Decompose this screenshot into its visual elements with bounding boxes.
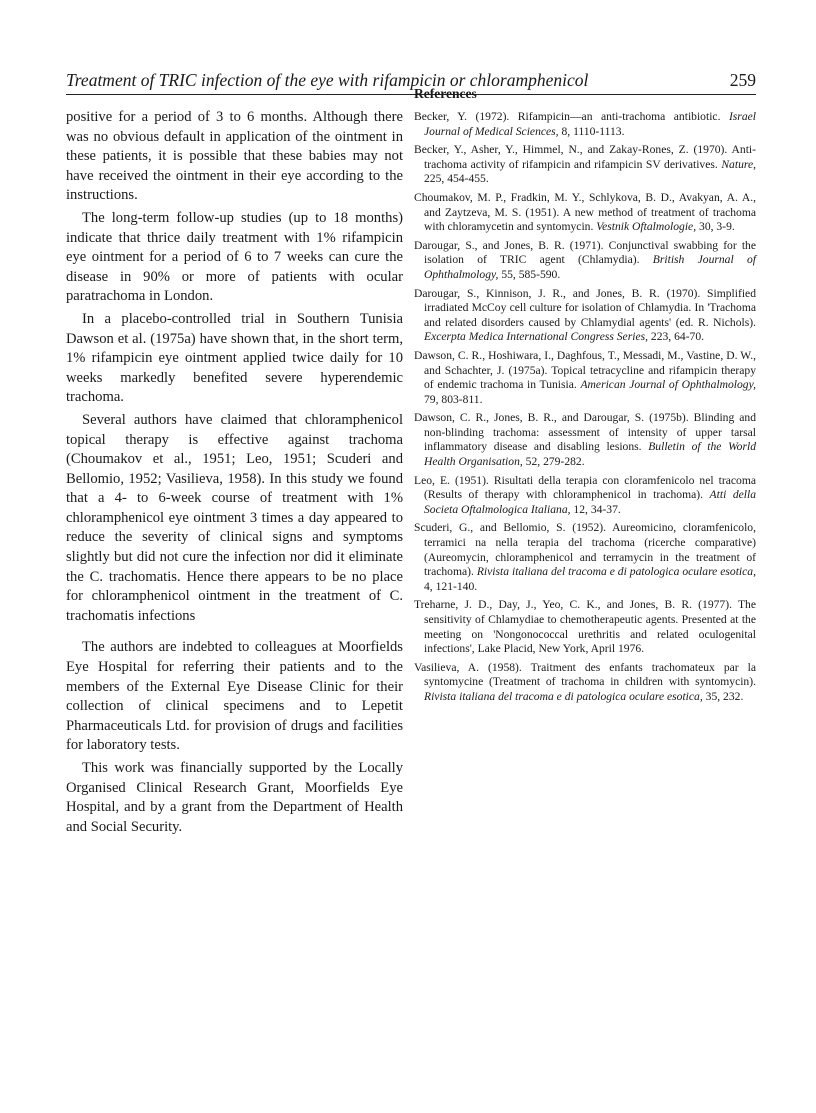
reference-authors: Darougar, S., and Jones, B. R. (1971). Conjunctival swabbing for the isolation of TRIC agent (Chlamydia).	[414, 238, 756, 267]
reference-authors: Choumakov, M. P., Fradkin, M. Y., Schlykova, B. D., Avakyan, A. A., and Zaytzeva, M. S. (1951). A new method of treatment of trachoma with chloramycetin and syntomycin.	[414, 190, 756, 234]
acknowledgement-paragraph: The authors are indebted to colleagues at Moorfields Eye Hospital for referring their patients and to the members of the External Eye Disease Clinic for their collection of clinical specimens and to Lepetit Pharmaceuticals Ltd. for provision of drugs and facilities for laboratory tests.	[66, 639, 403, 754]
reference-entry	[414, 411, 756, 469]
reference-journal: Nature,	[721, 157, 756, 171]
body-text-column	[66, 108, 403, 840]
reference-details: 52, 279-282.	[525, 455, 585, 469]
reference-entry	[414, 191, 756, 235]
reference-journal: Rivista italiana del tracoma e di patologica oculare esotica,	[476, 565, 756, 579]
reference-journal: Vestnik Oftalmologie,	[596, 220, 697, 234]
reference-journal: Israel Journal of Medical Sciences,	[424, 110, 756, 138]
reference-authors: Darougar, S., Kinnison, J. R., and Jones, B. R. (1970). Simplified irradiated McCoy cell culture for isolation of Chlamydia. In 'Trachoma and related disorders caused by Chlamydial agents' (ed. R. Nichols).	[414, 286, 756, 329]
reference-entry	[414, 110, 756, 139]
reference-details: 223, 64-70.	[650, 330, 705, 344]
reference-journal: Rivista italiana del tracoma e di patologica oculare esotica,	[424, 689, 703, 703]
reference-authors: Dawson, C. R., Jones, B. R., and Darougar, S. (1975b). Blinding and non-blinding trachoma: assessment of intensity of upper tarsal inflammatory disease and disabling lesions.	[414, 411, 756, 454]
reference-details: 12, 34-37.	[573, 502, 621, 516]
references-column	[414, 86, 756, 709]
reference-entry	[414, 143, 756, 187]
body-paragraph: Several authors have claimed that chloramphenicol topical therapy is effective against trachoma (Choumakov et al., 1951; Leo, 1951; Scuderi and Bellomio, 1952; Vasilieva, 1958). In this study we found that a 4- to 6-week course of treatment with 1% chloramphenicol eye ointment 3 times a day appeared to reduce the severity of clinical signs and symptoms slightly but did not cure the infection nor did it eliminate the C. trachomatis. Hence there appears to be no place for chloramphenicol ointment in the treatment of C. trachomatis infections	[66, 411, 403, 624]
reference-journal: British Journal of Ophthalmology,	[424, 253, 756, 281]
reference-authors: Becker, Y., Asher, Y., Himmel, N., and Zakay-Rones, Z. (1970). Anti-trachoma activity of rifampicin and rifampicin SV derivatives.	[414, 143, 756, 171]
references-heading: References	[414, 86, 477, 101]
reference-journal: Bulletin of the World Health Organisation,	[424, 440, 756, 469]
body-paragraph: The long-term follow-up studies (up to 18 months) indicate that thrice daily treatment with 1% rifampicin eye ointment for a period of 6 to 7 weeks can cure the disease in 90% or more of patients with ocular paratrachoma in London.	[66, 209, 403, 305]
reference-entry	[414, 521, 756, 594]
reference-entry	[414, 349, 756, 407]
page-number: 259	[729, 70, 756, 90]
reference-journal: Excerpta Medica International Congress Series,	[424, 330, 648, 344]
reference-details: 225, 454-455.	[424, 172, 489, 186]
reference-details: 30, 3-9.	[699, 220, 735, 234]
acknowledgement-paragraph: This work was financially supported by the Locally Organised Clinical Research Grant, Moorfields Eye Hospital, and by a grant from the Department of Health and Social Security.	[66, 760, 403, 835]
reference-details: 79, 803-811.	[424, 392, 483, 406]
reference-details: 4, 121-140.	[424, 579, 478, 593]
reference-journal: American Journal of Ophthalmology,	[580, 378, 757, 392]
reference-journal: Atti della Societa Oftalmologica Italiana,	[424, 488, 756, 516]
reference-authors: Leo, E. (1951). Risultati della terapia con cloramfenicolo nel tracoma (Results of therapy with chloramphenicol in trachoma).	[414, 473, 756, 502]
reference-authors: Scuderi, G., and Bellomio, S. (1952). Aureomicino, cloramfenicolo, terramici na nella terapia del trachoma (ricerche comparative) (Aureomycin, chloramphenicol and terramycin in the treatment of trachoma).	[414, 521, 756, 579]
body-paragraph: positive for a period of 3 to 6 months. Although there was no obvious default in application of the ointment in these patients, it is possible that these babies may not have received the ointment in their eye according to the instructions.	[66, 109, 403, 204]
reference-entry	[414, 287, 756, 345]
reference-details: 55, 585-590.	[501, 267, 561, 281]
reference-authors: Vasilieva, A. (1958). Traitment des enfants trachomateux par la syntomycine (Treatment of trachoma in children with syntomycin).	[414, 660, 756, 689]
reference-entry	[414, 598, 756, 656]
reference-entry	[414, 661, 756, 705]
running-title: Treatment of TRIC infection of the eye with rifampicin or chloramphenicol	[66, 70, 589, 90]
reference-details: 8, 1110-1113.	[561, 124, 625, 138]
reference-authors: Treharne, J. D., Day, J., Yeo, C. K., and Jones, B. R. (1977). The sensitivity of Chlamydiae to chemotherapeutic agents. Presented at the meeting on 'Nongonococcal urethritis and related oculogenital infections', Lake Placid, New York, April 1976.	[414, 598, 756, 656]
reference-authors: Becker, Y. (1972). Rifampicin—an anti-trachoma antibiotic.	[414, 110, 721, 123]
reference-authors: Dawson, C. R., Hoshiwara, I., Daghfous, T., Messadi, M., Vastine, D. W., and Schachter, J. (1975a). Topical tetracycline and rifampicin therapy of endemic trachoma in Tunisia.	[414, 348, 756, 392]
reference-details: 35, 232.	[705, 689, 744, 703]
reference-entry	[414, 239, 756, 283]
reference-entry	[414, 474, 756, 518]
body-paragraph: In a placebo-controlled trial in Southern Tunisia Dawson et al. (1975a) have shown that, in the short term, 1% rifampicin eye ointment applied twice daily for 10 weeks markedly benefited severe hyperendemic trachoma.	[66, 310, 403, 406]
